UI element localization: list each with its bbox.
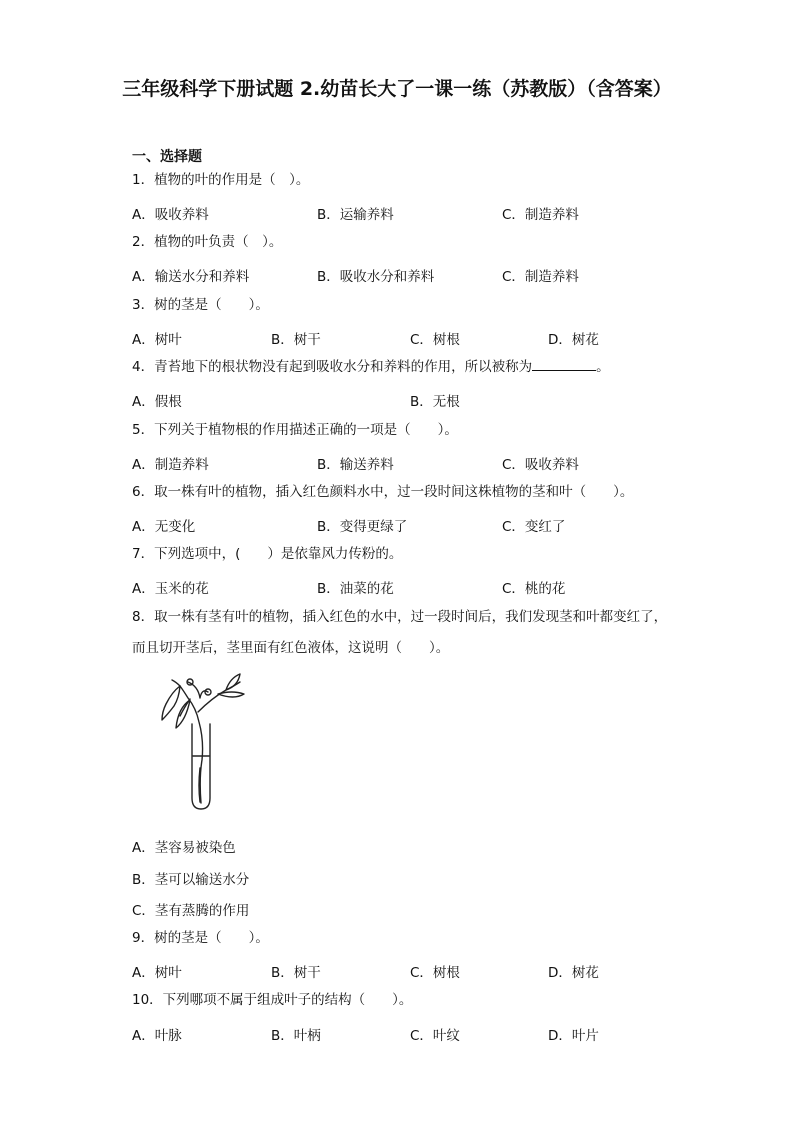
question-1-stem: 1．植物的叶的作用是（ ）。 [132,172,310,188]
question-4-stem-text: 4．青苔地下的根状物没有起到吸收水分和养料的作用，所以被称为 [132,359,533,375]
question-3-option-c: C．树根 [410,332,460,348]
question-3-option-b: B．树干 [271,332,321,348]
page-title: 三年级科学下册试题 2.幼苗长大了一课一练（苏教版）（含答案） [122,78,672,100]
question-8-stem: 8．取一株有茎有叶的植物，插入红色的水中，过一段时间后，我们发现茎和叶都变红了，而且切开茎后，茎里面有红色液体，这说明（ ）。 [132,609,668,656]
question-9-stem: 9．树的茎是（ ）。 [132,930,269,946]
question-5-option-b: B．输送养料 [317,457,394,473]
question-2-option-c: C．制造养料 [502,269,579,285]
question-10-stem: 10．下列哪项不属于组成叶子的结构（ ）。 [132,992,413,1008]
question-7-option-c: C．桃的花 [502,581,566,597]
plant-in-test-tube-figure [152,668,248,812]
question-5-option-a: A．制造养料 [132,457,209,473]
question-1-option-a: A．吸收养料 [132,207,209,223]
question-10-option-b: B．叶柄 [271,1028,321,1044]
question-4-option-b: B．无根 [410,394,460,410]
question-7-option-a: A．玉米的花 [132,581,209,597]
question-2-option-b: B．吸收水分和养料 [317,269,435,285]
question-6-option-c: C．变红了 [502,519,566,535]
question-8-option-b: B．茎可以输送水分 [132,872,250,888]
question-5-stem: 5．下列关于植物根的作用描述正确的一项是（ ）。 [132,422,458,438]
question-6-option-b: B．变得更绿了 [317,519,408,535]
question-1-option-b: B．运输养料 [317,207,394,223]
question-10-option-d: D．叶片 [548,1028,599,1044]
question-9-option-c: C．树根 [410,965,460,981]
question-8-option-c: C．茎有蒸腾的作用 [132,903,250,919]
question-1-option-c: C．制造养料 [502,207,579,223]
question-7-stem: 7．下列选项中，( ）是依靠风力传粉的。 [132,546,403,562]
question-3-stem: 3．树的茎是（ ）。 [132,297,269,313]
question-9-option-a: A．树叶 [132,965,182,981]
question-2-stem: 2．植物的叶负责（ ）。 [132,234,283,250]
question-6-option-a: A．无变化 [132,519,196,535]
answer-blank [532,358,596,371]
question-9-option-b: B．树干 [271,965,321,981]
question-3-option-d: D．树花 [548,332,599,348]
section-heading: 一、选择题 [132,149,202,165]
question-4-option-a: A．假根 [132,394,182,410]
question-2-option-a: A．输送水分和养料 [132,269,250,285]
question-10-option-a: A．叶脉 [132,1028,182,1044]
question-6-stem: 6．取一株有叶的植物，插入红色颜料水中，过一段时间这株植物的茎和叶（ ）。 [132,484,634,500]
question-9-option-d: D．树花 [548,965,599,981]
question-10-option-c: C．叶纹 [410,1028,460,1044]
question-8-option-a: A．茎容易被染色 [132,840,236,856]
question-7-option-b: B．油菜的花 [317,581,394,597]
question-5-option-c: C．吸收养料 [502,457,579,473]
question-4-stem-end: 。 [596,359,610,375]
plant-stem-and-leaves [162,674,244,803]
question-4-stem [132,352,672,383]
question-3-option-a: A．树叶 [132,332,182,348]
